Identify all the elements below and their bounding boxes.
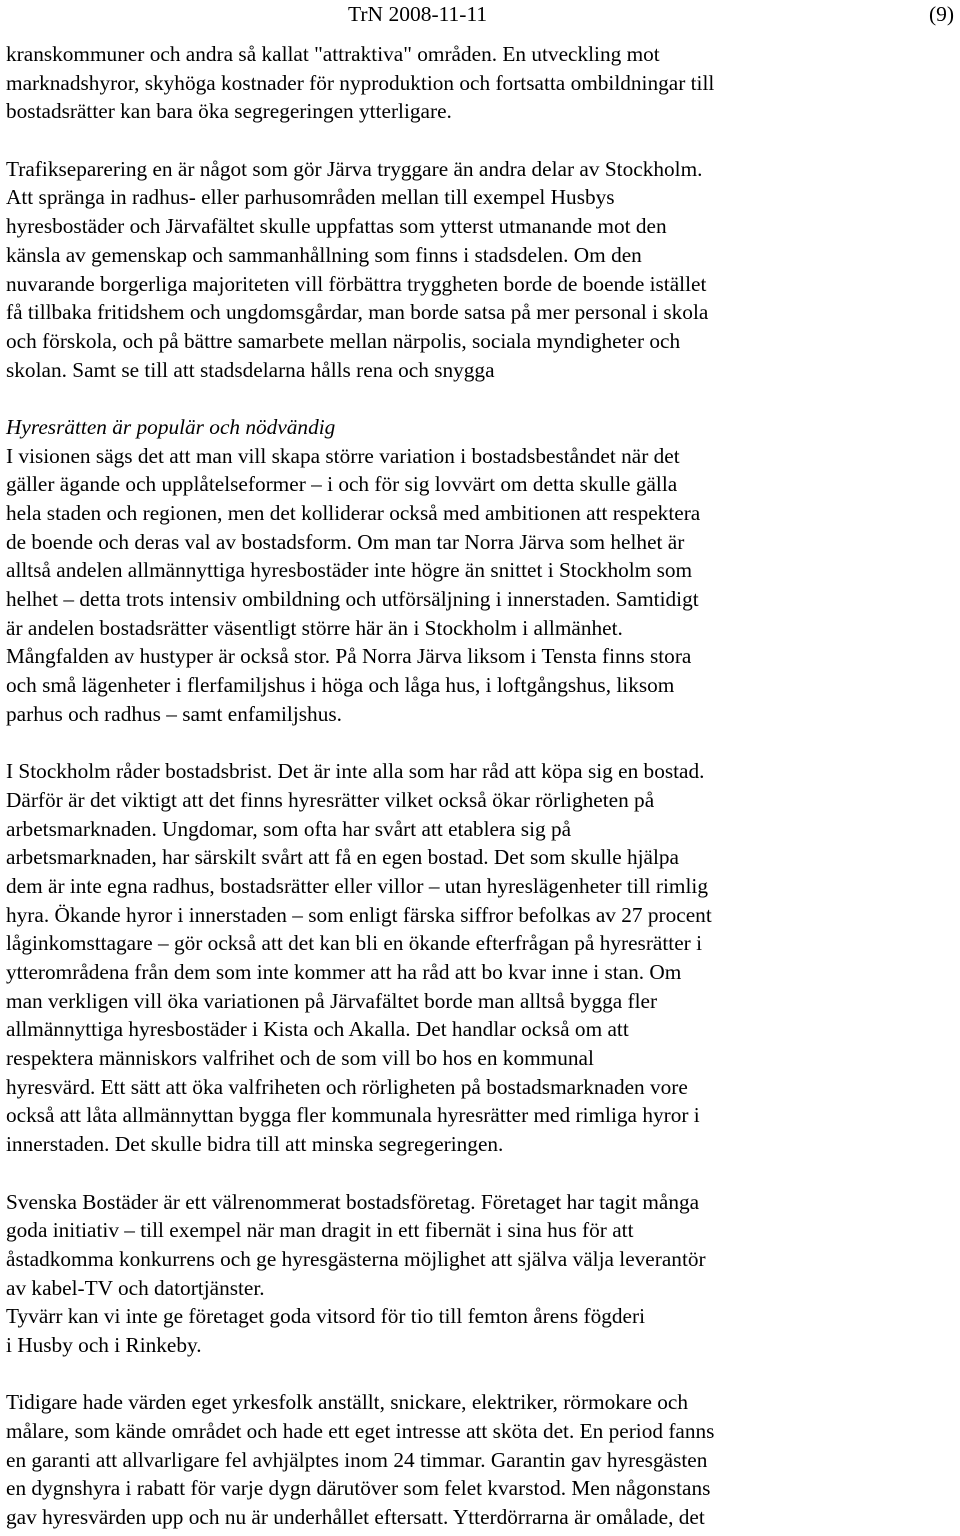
text-line: Trafikseparering en är något som gör Järva tryggare än andra delar av Stockholm. [6, 156, 703, 181]
text-line: av kabel-TV och datortjänster. [6, 1275, 265, 1300]
text-line: nuvarande borgerliga majoriteten vill förbättra tryggheten borde de boende istället [6, 271, 707, 296]
text-line: de boende och deras val av bostadsform. Om man tar Norra Järva som helhet är [6, 529, 685, 554]
text-line: kranskommuner och andra så kallat "attraktiva" områden. En utveckling mot [6, 42, 660, 66]
text-line: arbetsmarknaden. Ungdomar, som ofta har svårt att etablera sig på [6, 816, 572, 841]
paragraph-gap [6, 384, 956, 413]
text-line: man verkligen vill öka variationen på Järvafältet borde man alltså bygga fler [6, 988, 658, 1013]
text-line: en dygnshyra i rabatt för varje dygn därutöver som felet kvarstod. Men någonstans [6, 1476, 711, 1501]
text-line: dem är inte egna radhus, bostadsrätter eller villor – utan hyreslägenheter till rimlig [6, 873, 708, 898]
text-line: innerstaden. Det skulle bidra till att minska segregeringen. [6, 1132, 504, 1157]
page-number: (9) [929, 2, 955, 26]
text-line: helhet – detta trots intensiv ombildning och utförsäljning i innerstaden. Samtidigt [6, 587, 699, 612]
text-line: hyresbostäder och Järvafältet skulle uppfattas som ytterst utmanande mot den [6, 214, 667, 239]
text-line: också att låta allmännyttan bygga fler kommunala hyresrätter med rimliga hyror i [6, 1103, 700, 1128]
text-line: Mångfalden av hustyper är också stor. På Norra Järva liksom i Tensta finns stora [6, 644, 692, 669]
paragraph-gap [6, 729, 956, 758]
text-line: låginkomsttagare – gör också att det kan bli en ökande efterfrågan på hyresrätter i [6, 931, 703, 956]
text-line: parhus och radhus – samt enfamiljshus. [6, 701, 342, 726]
paragraph-gap [6, 1360, 956, 1389]
text-line: allmännyttiga hyresbostäder i Kista och Akalla. Det handlar också om att [6, 1017, 629, 1042]
paragraph-gap [6, 126, 956, 155]
text-line: känsla av gemenskap och sammanhållning som finns i stadsdelen. Om den [6, 242, 642, 267]
text-line: i Husby och i Rinkeby. [6, 1332, 202, 1357]
text-line: hela staden och regionen, men det kolliderar också med ambitionen att respektera [6, 501, 701, 525]
text-line: goda initiativ – till exempel när man dragit in ett fibernät i sina hus för att [6, 1218, 634, 1243]
text-line: skolan. Samt se till att stadsdelarna hålls rena och snygga [6, 357, 495, 382]
text-line: Tyvärr kan vi inte ge företaget goda vitsord för tio till femton årens fögderi [6, 1304, 645, 1329]
text-line: få tillbaka fritidshem och ungdomsgårdar, man borde satsa på mer personal i skola [6, 300, 709, 325]
text-line: respektera människors valfrihet och de som vill bo hos en kommunal [6, 1046, 594, 1071]
paragraph-gap [6, 1159, 956, 1188]
text-line: ytterområdena från dem som inte kommer att ha råd att bo kvar inne i stan. Om [6, 960, 682, 984]
text-line: hyresvärd. Ett sätt att öka valfriheten och rörligheten på bostadsmarknaden vore [6, 1074, 688, 1099]
text-line: och små lägenheter i flerfamiljshus i höga och låga hus, i loftgångshus, liksom [6, 673, 675, 698]
text-line: Därför är det viktigt att det finns hyresrätter vilket också ökar rörligheten på [6, 787, 655, 812]
text-line: Att spränga in radhus- eller parhusområden mellan till exempel Husbys [6, 185, 615, 210]
text-line: marknadshyror, skyhöga kostnader för nyproduktion och fortsatta ombildningar till [6, 70, 715, 95]
text-line: gav hyresvärden upp och nu är underhållet eftersatt. Ytterdörrarna är omålade, det [6, 1505, 705, 1530]
text-line: är andelen bostadsrätter väsentligt större här än i Stockholm i allmänhet. [6, 615, 623, 640]
text-line: alltså andelen allmännyttiga hyresbostäder inte högre än snittet i Stockholm som [6, 558, 693, 583]
text-line: målare, som kände området och hade ett eget intresse att sköta det. En period fanns [6, 1419, 715, 1443]
text-line: en garanti att allvarligare fel avhjälptes inom 24 timmar. Garantin gav hyresgästen [6, 1447, 708, 1472]
text-line: I visionen sägs det att man vill skapa större variation i bostadsbeståndet när det [6, 443, 680, 468]
text-line: I Stockholm råder bostadsbrist. Det är inte alla som har råd att köpa sig en bostad. [6, 759, 705, 784]
text-line: arbetsmarknaden, har särskilt svårt att få en egen bostad. Det som skulle hjälpa [6, 845, 680, 870]
document-body [6, 40, 956, 1532]
text-line: hyra. Ökande hyror i innerstaden – som enligt färska siffror befolkas av 27 procent [6, 902, 712, 927]
text-line: bostadsrätter kan bara öka segregeringen ytterligare. [6, 99, 452, 124]
text-line: Tidigare hade värden eget yrkesfolk anställt, snickare, elektriker, rörmokare och [6, 1390, 688, 1415]
section-heading: Hyresrätten är populär och nödvändig [6, 414, 336, 439]
header-title: TrN 2008-11-11 [348, 2, 488, 26]
text-line: gäller ägande och upplåtelseformer – i och för sig lovvärt om detta skulle gälla [6, 472, 678, 497]
text-line: och förskola, och på bättre samarbete mellan närpolis, sociala myndigheter och [6, 328, 681, 353]
text-line: åstadkomma konkurrens och ge hyresgästerna möjlighet att själva välja leverantör [6, 1246, 706, 1271]
text-line: Svenska Bostäder är ett välrenommerat bostadsföretag. Företaget har tagit många [6, 1189, 700, 1214]
